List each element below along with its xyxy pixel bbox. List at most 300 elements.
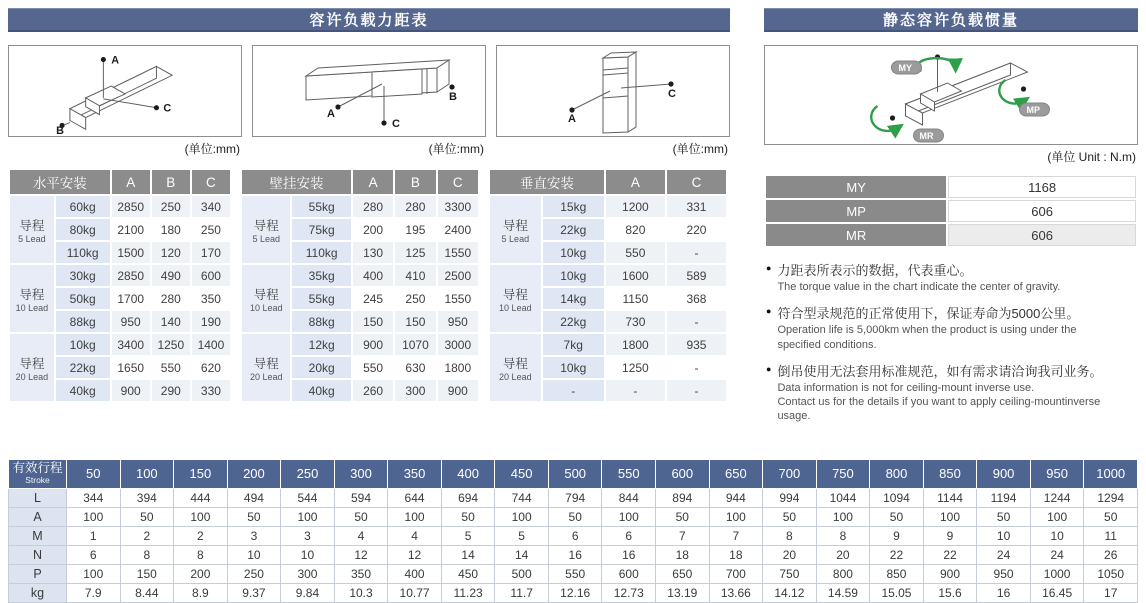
point-b-label: B bbox=[449, 91, 457, 103]
lead-label-en: 20 Lead bbox=[249, 371, 283, 382]
lead-label-en: 5 Lead bbox=[252, 233, 280, 244]
load-cell: 14kg bbox=[543, 288, 604, 309]
stroke-header-cell bbox=[9, 459, 67, 488]
stroke-value-cell: 12.73 bbox=[602, 583, 656, 602]
lead-label-en: 20 Lead bbox=[499, 371, 532, 382]
stroke-value-cell: 350 bbox=[334, 564, 388, 583]
stroke-value-cell: 1144 bbox=[923, 488, 977, 507]
value-cell: 630 bbox=[395, 357, 435, 378]
lead-cell bbox=[242, 265, 290, 332]
my-badge-label: MY bbox=[898, 63, 912, 73]
stroke-value-cell: 694 bbox=[441, 488, 495, 507]
mount-table bbox=[8, 168, 232, 403]
value-cell: 1800 bbox=[438, 357, 478, 378]
stroke-value-cell: 100 bbox=[923, 507, 977, 526]
stroke-value-cell: 2 bbox=[120, 526, 174, 545]
value-cell: 1070 bbox=[395, 334, 435, 355]
table-row bbox=[10, 265, 230, 286]
stroke-value-cell: 750 bbox=[763, 564, 817, 583]
stroke-value-cell: 50 bbox=[763, 507, 817, 526]
stroke-row-label: M bbox=[9, 526, 67, 545]
value-cell: 3400 bbox=[112, 334, 150, 355]
table-row bbox=[9, 545, 1138, 564]
point-a-label: A bbox=[111, 54, 120, 67]
value-cell: 950 bbox=[112, 311, 150, 332]
stroke-value-cell: 5 bbox=[441, 526, 495, 545]
stroke-column-header: 500 bbox=[548, 459, 602, 488]
load-moment-banner: 容许负载力距表 bbox=[8, 8, 730, 32]
inertia-diagram bbox=[764, 45, 1138, 145]
value-cell: 1500 bbox=[112, 242, 150, 263]
stroke-column-header: 700 bbox=[763, 459, 817, 488]
mount-table-title: 壁挂安装 bbox=[242, 170, 351, 194]
lead-label-cn: 导程 bbox=[502, 287, 528, 302]
mr-badge-label: MR bbox=[919, 131, 934, 141]
mount-column-header: B bbox=[152, 170, 190, 194]
mount-column-header: C bbox=[438, 170, 478, 194]
value-cell: 331 bbox=[667, 196, 726, 217]
stroke-value-cell: 844 bbox=[602, 488, 656, 507]
stroke-value-cell: 8 bbox=[763, 526, 817, 545]
stroke-value-cell: 9 bbox=[870, 526, 924, 545]
stroke-value-cell: 50 bbox=[870, 507, 924, 526]
stroke-value-cell: 9 bbox=[923, 526, 977, 545]
value-cell: 900 bbox=[112, 380, 150, 401]
note-text-en: Data information is not for ceiling-mount inverse use. bbox=[777, 381, 1035, 394]
lead-label-cn: 导程 bbox=[19, 356, 45, 371]
inertia-drawing bbox=[765, 46, 1137, 144]
point-b-label: B bbox=[56, 125, 64, 136]
stroke-value-cell: 14.12 bbox=[763, 583, 817, 602]
stroke-value-cell: 8 bbox=[120, 545, 174, 564]
stroke-value-cell: 50 bbox=[548, 507, 602, 526]
value-cell: 250 bbox=[192, 219, 230, 240]
load-cell: 10kg bbox=[543, 357, 604, 378]
notes-list bbox=[764, 260, 1138, 424]
value-cell: 550 bbox=[152, 357, 190, 378]
load-cell: 55kg bbox=[292, 196, 351, 217]
stroke-header-cn: 有效行程 bbox=[12, 461, 63, 476]
stroke-column-header: 750 bbox=[816, 459, 870, 488]
table-row bbox=[490, 265, 726, 286]
note-body bbox=[777, 303, 1079, 352]
vertical-mount-diagram bbox=[496, 45, 730, 137]
stroke-value-cell: 200 bbox=[174, 564, 228, 583]
load-cell: 75kg bbox=[292, 219, 351, 240]
stroke-value-cell: 3 bbox=[227, 526, 281, 545]
stroke-value-cell: 12 bbox=[334, 545, 388, 564]
value-cell: 1150 bbox=[606, 288, 665, 309]
stroke-value-cell: 9.37 bbox=[227, 583, 281, 602]
stroke-value-cell: 6 bbox=[67, 545, 121, 564]
stroke-value-cell: 18 bbox=[656, 545, 710, 564]
mount-column-header: C bbox=[667, 170, 726, 194]
stroke-value-cell: 11.7 bbox=[495, 583, 549, 602]
lead-label-cn: 导程 bbox=[19, 287, 45, 302]
inertia-table bbox=[764, 174, 1138, 248]
value-cell: 200 bbox=[353, 219, 393, 240]
stroke-value-cell: 6 bbox=[548, 526, 602, 545]
value-cell: 1650 bbox=[112, 357, 150, 378]
value-cell: 125 bbox=[395, 242, 435, 263]
value-cell: 620 bbox=[192, 357, 230, 378]
value-cell: 180 bbox=[152, 219, 190, 240]
stroke-value-cell: 7 bbox=[656, 526, 710, 545]
stroke-value-cell: 26 bbox=[1084, 545, 1138, 564]
bullet-icon: ● bbox=[766, 363, 772, 374]
stroke-value-cell: 1294 bbox=[1084, 488, 1138, 507]
wall-mount-diagram bbox=[252, 45, 486, 137]
lead-label-en: 5 Lead bbox=[501, 233, 530, 244]
value-cell: 2850 bbox=[112, 196, 150, 217]
stroke-value-cell: 1194 bbox=[977, 488, 1031, 507]
stroke-value-cell: 700 bbox=[709, 564, 763, 583]
stroke-value-cell: 12.16 bbox=[548, 583, 602, 602]
inertia-label-cell: MY bbox=[766, 176, 946, 198]
load-cell: 10kg bbox=[543, 242, 604, 263]
value-cell: 150 bbox=[395, 311, 435, 332]
value-cell: - bbox=[667, 357, 726, 378]
wall-mount-diagram-cell bbox=[252, 45, 486, 157]
stroke-value-cell: 50 bbox=[977, 507, 1031, 526]
stroke-column-header: 250 bbox=[281, 459, 335, 488]
bullet-icon: ● bbox=[766, 263, 772, 273]
note-item bbox=[764, 303, 1138, 352]
value-cell: - bbox=[606, 380, 665, 401]
stroke-value-cell: 100 bbox=[67, 564, 121, 583]
stroke-value-cell: 1244 bbox=[1030, 488, 1084, 507]
lead-cell bbox=[10, 196, 54, 263]
mp-badge-label: MP bbox=[1026, 105, 1040, 115]
stroke-value-cell: 300 bbox=[281, 564, 335, 583]
mount-table bbox=[240, 168, 480, 403]
table-row bbox=[766, 224, 1136, 246]
stroke-value-cell: 994 bbox=[763, 488, 817, 507]
stroke-value-cell: 12 bbox=[388, 545, 442, 564]
stroke-value-cell: 544 bbox=[281, 488, 335, 507]
value-cell: 1800 bbox=[606, 334, 665, 355]
lead-label-en: 10 Lead bbox=[249, 302, 283, 313]
stroke-value-cell: 15.6 bbox=[923, 583, 977, 602]
note-body bbox=[777, 361, 1102, 424]
value-cell: 900 bbox=[438, 380, 478, 401]
table-row bbox=[9, 488, 1138, 507]
stroke-value-cell: 16 bbox=[548, 545, 602, 564]
stroke-column-header: 400 bbox=[441, 459, 495, 488]
value-cell: 3000 bbox=[438, 334, 478, 355]
stroke-column-header: 650 bbox=[709, 459, 763, 488]
value-cell: 1250 bbox=[606, 357, 665, 378]
stroke-value-cell: 5 bbox=[495, 526, 549, 545]
stroke-value-cell: 50 bbox=[656, 507, 710, 526]
stroke-value-cell: 4 bbox=[334, 526, 388, 545]
load-cell: 60kg bbox=[56, 196, 110, 217]
table-row bbox=[9, 526, 1138, 545]
wall-mount-table-slot bbox=[240, 168, 480, 403]
stroke-column-header: 350 bbox=[388, 459, 442, 488]
stroke-column-header: 100 bbox=[120, 459, 174, 488]
value-cell: 250 bbox=[152, 196, 190, 217]
stroke-value-cell: 2 bbox=[174, 526, 228, 545]
value-cell: 120 bbox=[152, 242, 190, 263]
stroke-value-cell: 11.23 bbox=[441, 583, 495, 602]
note-text-cn: 倒吊使用无法套用标准规范，如有需求请洽询我司业务。 bbox=[777, 363, 1103, 379]
vertical-mount-table-slot bbox=[488, 168, 728, 403]
stroke-value-cell: 16 bbox=[602, 545, 656, 564]
stroke-value-cell: 14.59 bbox=[816, 583, 870, 602]
stroke-value-cell: 20 bbox=[816, 545, 870, 564]
value-cell: 280 bbox=[353, 196, 393, 217]
bullet-icon: ● bbox=[766, 306, 772, 317]
note-text-en: Operation life is 5,000km when the product is using under the bbox=[777, 324, 1077, 337]
mount-column-header: C bbox=[192, 170, 230, 194]
load-cell: 22kg bbox=[543, 311, 604, 332]
stroke-column-header: 1000 bbox=[1084, 459, 1138, 488]
value-cell: 2400 bbox=[438, 219, 478, 240]
stroke-value-cell: 6 bbox=[602, 526, 656, 545]
vertical-mount-drawing bbox=[497, 46, 729, 136]
load-cell: 40kg bbox=[292, 380, 351, 401]
stroke-value-cell: 4 bbox=[388, 526, 442, 545]
value-cell: 589 bbox=[667, 265, 726, 286]
stroke-value-cell: 22 bbox=[923, 545, 977, 564]
load-cell: 88kg bbox=[292, 311, 351, 332]
value-cell: 340 bbox=[192, 196, 230, 217]
horizontal-mount-drawing bbox=[9, 46, 241, 136]
value-cell: - bbox=[667, 380, 726, 401]
value-cell: - bbox=[667, 242, 726, 263]
table-row bbox=[242, 334, 478, 355]
lead-cell bbox=[490, 334, 541, 401]
table-row bbox=[10, 334, 230, 355]
stroke-column-header: 450 bbox=[495, 459, 549, 488]
stroke-value-cell: 9.84 bbox=[281, 583, 335, 602]
stroke-value-cell: 10 bbox=[977, 526, 1031, 545]
value-cell: 2850 bbox=[112, 265, 150, 286]
value-cell: 260 bbox=[353, 380, 393, 401]
stroke-column-header: 800 bbox=[870, 459, 924, 488]
mount-table-title: 垂直安装 bbox=[490, 170, 604, 194]
stroke-value-cell: 100 bbox=[495, 507, 549, 526]
stroke-row-label: L bbox=[9, 488, 67, 507]
stroke-value-cell: 11 bbox=[1084, 526, 1138, 545]
stroke-value-cell: 50 bbox=[441, 507, 495, 526]
value-cell: 190 bbox=[192, 311, 230, 332]
note-item bbox=[764, 260, 1138, 294]
value-cell: 368 bbox=[667, 288, 726, 309]
stroke-value-cell: 100 bbox=[709, 507, 763, 526]
stroke-value-cell: 10 bbox=[281, 545, 335, 564]
value-cell: 730 bbox=[606, 311, 665, 332]
table-row bbox=[242, 196, 478, 217]
vertical-mount-diagram-cell bbox=[496, 45, 730, 157]
point-c-label: C bbox=[163, 102, 172, 115]
lead-cell bbox=[490, 265, 541, 332]
stroke-value-cell: 1094 bbox=[870, 488, 924, 507]
stroke-row-label: N bbox=[9, 545, 67, 564]
stroke-value-cell: 100 bbox=[281, 507, 335, 526]
value-cell: 1400 bbox=[192, 334, 230, 355]
stroke-value-cell: 13.66 bbox=[709, 583, 763, 602]
stroke-value-cell: 7.9 bbox=[67, 583, 121, 602]
stroke-table-section bbox=[8, 459, 1138, 603]
load-cell: 30kg bbox=[56, 265, 110, 286]
table-row bbox=[10, 196, 230, 217]
stroke-column-header: 850 bbox=[923, 459, 977, 488]
value-cell: 400 bbox=[353, 265, 393, 286]
stroke-value-cell: 644 bbox=[388, 488, 442, 507]
stroke-value-cell: 744 bbox=[495, 488, 549, 507]
stroke-value-cell: 100 bbox=[174, 507, 228, 526]
load-cell: - bbox=[543, 380, 604, 401]
stroke-value-cell: 8.9 bbox=[174, 583, 228, 602]
inertia-value-cell: 1168 bbox=[948, 176, 1136, 198]
load-cell: 22kg bbox=[543, 219, 604, 240]
value-cell: 220 bbox=[667, 219, 726, 240]
value-cell: 900 bbox=[353, 334, 393, 355]
value-cell: 3300 bbox=[438, 196, 478, 217]
stroke-value-cell: 100 bbox=[602, 507, 656, 526]
stroke-value-cell: 18 bbox=[709, 545, 763, 564]
value-cell: 1700 bbox=[112, 288, 150, 309]
value-cell: 600 bbox=[192, 265, 230, 286]
unit-nm-caption: (单位 Unit : N.m) bbox=[1047, 150, 1136, 164]
mount-column-header: B bbox=[395, 170, 435, 194]
stroke-value-cell: 22 bbox=[870, 545, 924, 564]
mount-column-header: A bbox=[353, 170, 393, 194]
table-row bbox=[9, 583, 1138, 602]
note-item bbox=[764, 361, 1138, 424]
stroke-value-cell: 800 bbox=[816, 564, 870, 583]
lead-label-cn: 导程 bbox=[253, 287, 279, 302]
value-cell: 550 bbox=[353, 357, 393, 378]
stroke-value-cell: 444 bbox=[174, 488, 228, 507]
stroke-value-cell: 894 bbox=[656, 488, 710, 507]
stroke-value-cell: 13.19 bbox=[656, 583, 710, 602]
stroke-value-cell: 50 bbox=[1084, 507, 1138, 526]
stroke-value-cell: 600 bbox=[602, 564, 656, 583]
mount-tables-row bbox=[8, 168, 730, 403]
value-cell: 950 bbox=[438, 311, 478, 332]
point-c-label: C bbox=[668, 88, 676, 100]
load-cell: 10kg bbox=[56, 334, 110, 355]
value-cell: 1200 bbox=[606, 196, 665, 217]
stroke-column-header: 600 bbox=[656, 459, 710, 488]
note-text-cn: 力距表所表示的数据，代表重心。 bbox=[777, 263, 973, 278]
stroke-table bbox=[8, 459, 1138, 603]
stroke-value-cell: 850 bbox=[870, 564, 924, 583]
stroke-value-cell: 16.45 bbox=[1030, 583, 1084, 602]
stroke-value-cell: 20 bbox=[763, 545, 817, 564]
static-inertia-banner: 静态容许负载惯量 bbox=[764, 8, 1138, 32]
stroke-value-cell: 8.44 bbox=[120, 583, 174, 602]
stroke-value-cell: 594 bbox=[334, 488, 388, 507]
load-cell: 12kg bbox=[292, 334, 351, 355]
stroke-value-cell: 1050 bbox=[1084, 564, 1138, 583]
value-cell: 195 bbox=[395, 219, 435, 240]
value-cell: - bbox=[667, 311, 726, 332]
stroke-value-cell: 944 bbox=[709, 488, 763, 507]
stroke-value-cell: 15.05 bbox=[870, 583, 924, 602]
table-row bbox=[242, 265, 478, 286]
stroke-row-label: P bbox=[9, 564, 67, 583]
stroke-value-cell: 10 bbox=[1030, 526, 1084, 545]
stroke-value-cell: 550 bbox=[548, 564, 602, 583]
stroke-column-header: 950 bbox=[1030, 459, 1084, 488]
lead-label-cn: 导程 bbox=[502, 218, 528, 233]
stroke-value-cell: 1044 bbox=[816, 488, 870, 507]
stroke-column-header: 550 bbox=[602, 459, 656, 488]
stroke-column-header: 900 bbox=[977, 459, 1031, 488]
load-cell: 15kg bbox=[543, 196, 604, 217]
stroke-column-header: 50 bbox=[67, 459, 121, 488]
stroke-value-cell: 1 bbox=[67, 526, 121, 545]
lead-label-cn: 导程 bbox=[19, 218, 45, 233]
lead-label-en: 5 Lead bbox=[18, 233, 46, 244]
point-a-label: A bbox=[568, 113, 576, 125]
load-cell: 40kg bbox=[56, 380, 110, 401]
point-c-label: C bbox=[392, 118, 400, 130]
mount-table bbox=[488, 168, 728, 403]
load-cell: 110kg bbox=[292, 242, 351, 263]
table-row bbox=[766, 176, 1136, 198]
stroke-value-cell: 24 bbox=[1030, 545, 1084, 564]
stroke-value-cell: 8 bbox=[816, 526, 870, 545]
load-cell: 22kg bbox=[56, 357, 110, 378]
load-cell: 110kg bbox=[56, 242, 110, 263]
value-cell: 280 bbox=[395, 196, 435, 217]
stroke-value-cell: 17 bbox=[1084, 583, 1138, 602]
value-cell: 1550 bbox=[438, 288, 478, 309]
value-cell: 130 bbox=[353, 242, 393, 263]
stroke-value-cell: 794 bbox=[548, 488, 602, 507]
stroke-value-cell: 100 bbox=[1030, 507, 1084, 526]
stroke-column-header: 200 bbox=[227, 459, 281, 488]
note-body bbox=[777, 260, 1060, 294]
load-cell: 50kg bbox=[56, 288, 110, 309]
stroke-value-cell: 10.77 bbox=[388, 583, 442, 602]
stroke-value-cell: 3 bbox=[281, 526, 335, 545]
value-cell: 1600 bbox=[606, 265, 665, 286]
note-text-en: Contact us for the details if you want to apply ceiling-mountinverse bbox=[777, 396, 1101, 409]
horizontal-mount-diagram-cell bbox=[8, 45, 242, 157]
horizontal-mount-diagram bbox=[8, 45, 242, 137]
value-cell: 350 bbox=[192, 288, 230, 309]
stroke-value-cell: 100 bbox=[67, 507, 121, 526]
stroke-value-cell: 100 bbox=[388, 507, 442, 526]
inertia-label-cell: MR bbox=[766, 224, 946, 246]
stroke-value-cell: 950 bbox=[977, 564, 1031, 583]
lead-cell bbox=[490, 196, 541, 263]
stroke-value-cell: 14 bbox=[495, 545, 549, 564]
mount-column-header: A bbox=[112, 170, 150, 194]
diagram-row bbox=[8, 45, 730, 157]
stroke-value-cell: 1000 bbox=[1030, 564, 1084, 583]
value-cell: 1550 bbox=[438, 242, 478, 263]
load-cell: 10kg bbox=[543, 265, 604, 286]
lead-label-en: 10 Lead bbox=[499, 302, 532, 313]
stroke-value-cell: 900 bbox=[923, 564, 977, 583]
lead-cell bbox=[242, 196, 290, 263]
load-cell: 7kg bbox=[543, 334, 604, 355]
load-cell: 88kg bbox=[56, 311, 110, 332]
stroke-value-cell: 394 bbox=[120, 488, 174, 507]
stroke-value-cell: 50 bbox=[120, 507, 174, 526]
table-row bbox=[490, 334, 726, 355]
value-cell: 2100 bbox=[112, 219, 150, 240]
stroke-value-cell: 50 bbox=[334, 507, 388, 526]
point-a-label: A bbox=[327, 108, 335, 120]
